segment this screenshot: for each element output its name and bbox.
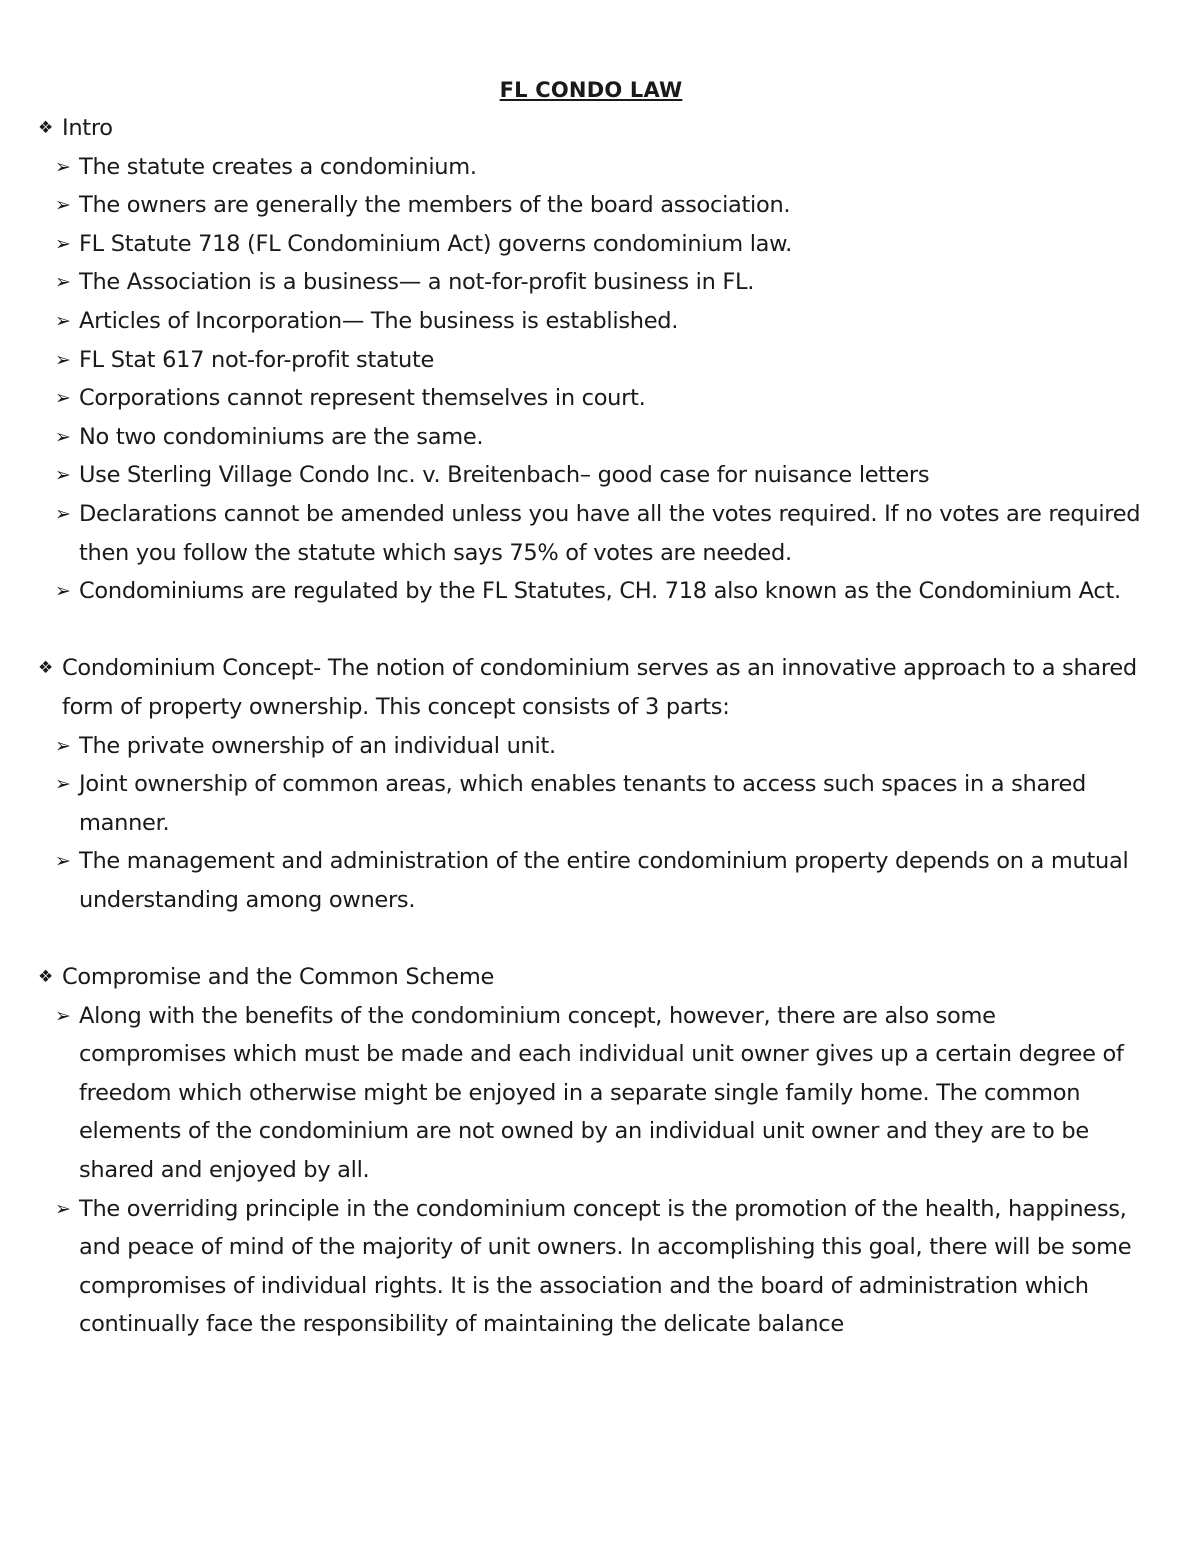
list-item bbox=[38, 1190, 1148, 1344]
arrow-bullet-icon: ➢ bbox=[55, 232, 71, 255]
list-item bbox=[38, 495, 1148, 572]
list-item-text: Along with the benefits of the condominium concept, however, there are also some compromises which must be made and each individual unit owner gives up a certain degree of freedom which otherwise might be enjoyed in a separate single family home. The common elements of the condominium are not owned by an individual unit owner and they are to be shared and enjoyed by all. bbox=[79, 1002, 1124, 1184]
section-condominium-concept bbox=[38, 649, 1148, 919]
list-item bbox=[38, 997, 1148, 1190]
arrow-bullet-icon: ➢ bbox=[55, 194, 71, 217]
list-item-text: The statute creates a condominium. bbox=[79, 153, 477, 180]
list-item bbox=[38, 572, 1148, 611]
arrow-bullet-icon: ➢ bbox=[55, 1004, 71, 1027]
list-item-text: Condominiums are regulated by the FL Statutes, CH. 718 also known as the Condominium Act. bbox=[79, 578, 1121, 605]
list-item bbox=[38, 456, 1148, 495]
arrow-bullet-icon: ➢ bbox=[55, 309, 71, 332]
arrow-bullet-icon: ➢ bbox=[55, 734, 71, 757]
section-heading bbox=[38, 958, 1148, 997]
list-item-text: The overriding principle in the condominium concept is the promotion of the health, happiness, and peace of mind of the majority of unit owners. In accomplishing this goal, there will be some compromises of individual rights. It is the association and the board of administration which continually face the responsibility of maintaining the delicate balance bbox=[79, 1195, 1132, 1338]
arrow-bullet-icon: ➢ bbox=[55, 1197, 71, 1220]
arrow-bullet-icon: ➢ bbox=[55, 155, 71, 178]
list-item-text: Declarations cannot be amended unless you have all the votes required. If no votes are required then you follow the statute which says 75% of votes are needed. bbox=[79, 500, 1141, 566]
list-item-text: No two condominiums are the same. bbox=[79, 423, 484, 450]
document-title: FL CONDO LAW bbox=[499, 78, 683, 102]
list-item-text: Articles of Incorporation— The business is established. bbox=[79, 307, 679, 334]
list-item-text: The owners are generally the members of the board association. bbox=[79, 192, 791, 219]
list-item bbox=[38, 727, 1148, 766]
arrow-bullet-icon: ➢ bbox=[55, 464, 71, 487]
section-heading bbox=[38, 649, 1148, 726]
bullet-list bbox=[38, 997, 1148, 1344]
list-item-text: The management and administration of the entire condominium property depends on a mutual understanding among owners. bbox=[79, 848, 1129, 913]
arrow-bullet-icon: ➢ bbox=[55, 348, 71, 371]
list-item-text: Joint ownership of common areas, which enables tenants to access such spaces in a shared manner. bbox=[79, 771, 1086, 836]
list-item-text: FL Statute 718 (FL Condominium Act) governs condominium law. bbox=[79, 230, 793, 257]
arrow-bullet-icon: ➢ bbox=[55, 580, 71, 603]
diamond-bullet-icon: ❖ bbox=[38, 118, 53, 138]
arrow-bullet-icon: ➢ bbox=[55, 387, 71, 410]
arrow-bullet-icon: ➢ bbox=[55, 850, 71, 873]
list-item bbox=[38, 765, 1148, 842]
section-heading-text: Intro bbox=[62, 115, 113, 141]
section-compromise bbox=[38, 958, 1148, 1344]
list-item-text: Use Sterling Village Condo Inc. v. Breitenbach– good case for nuisance letters bbox=[79, 462, 930, 489]
list-item bbox=[38, 418, 1148, 457]
section-intro bbox=[38, 109, 1148, 611]
diamond-bullet-icon: ❖ bbox=[38, 967, 53, 988]
diamond-bullet-icon: ❖ bbox=[38, 658, 53, 679]
bullet-list bbox=[38, 727, 1148, 920]
list-item-text: Corporations cannot represent themselves in court. bbox=[79, 385, 646, 412]
section-heading bbox=[38, 109, 1148, 148]
list-item bbox=[38, 379, 1148, 418]
arrow-bullet-icon: ➢ bbox=[55, 773, 71, 796]
list-item-text: The private ownership of an individual unit. bbox=[79, 732, 556, 759]
list-item bbox=[38, 263, 1148, 302]
list-item bbox=[38, 148, 1148, 187]
list-item-text: FL Stat 617 not-for-profit statute bbox=[79, 346, 435, 373]
section-heading-text: Condominium Concept- The notion of condominium serves as an innovative approach to a shared form of property ownership. This concept consists of 3 parts: bbox=[62, 655, 1137, 720]
list-item bbox=[38, 186, 1148, 225]
section-heading-text: Compromise and the Common Scheme bbox=[62, 964, 495, 991]
arrow-bullet-icon: ➢ bbox=[55, 425, 71, 448]
arrow-bullet-icon: ➢ bbox=[55, 271, 71, 294]
bullet-list bbox=[38, 148, 1148, 611]
list-item bbox=[38, 341, 1148, 380]
arrow-bullet-icon: ➢ bbox=[55, 502, 71, 525]
document-body bbox=[38, 109, 1148, 1344]
list-item bbox=[38, 842, 1148, 919]
list-item bbox=[38, 302, 1148, 341]
list-item bbox=[38, 225, 1148, 264]
list-item-text: The Association is a business— a not-for-profit business in FL. bbox=[79, 269, 755, 296]
